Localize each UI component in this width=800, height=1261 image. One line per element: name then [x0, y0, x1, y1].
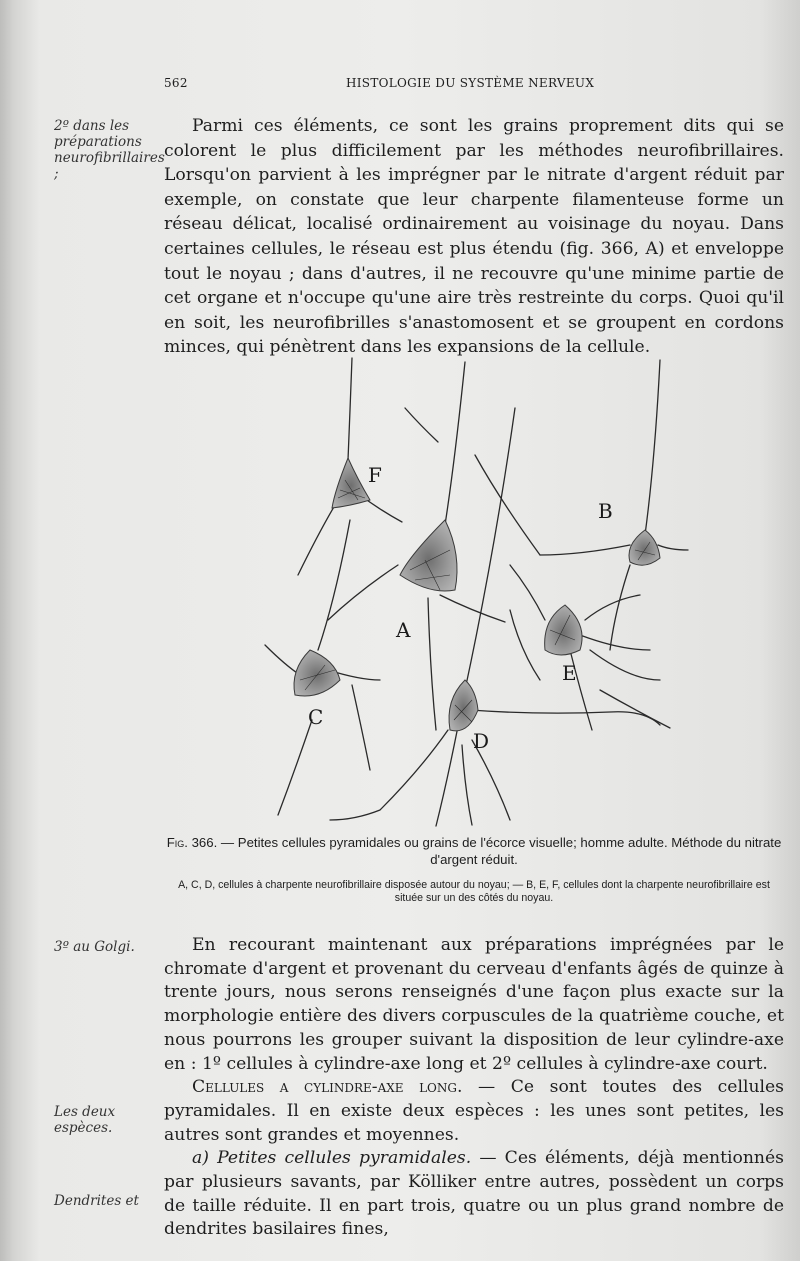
paragraph-neurofibrillary: [164, 114, 784, 360]
paragraph-text: Parmi ces éléments, ce sont les grains proprement dits qui se colorent le plus difficilement par les méthodes neurofibrillaires. Lorsqu'on parvient à les imprégner par le nitrate d'argent réduit par exemple, on constate que leur charpente filamenteuse forme un réseau délicat, localisé ordinairement au voisinage du noyau. Dans certaines cellules, le réseau est plus étendu (fig. 366, A) et enveloppe tout le noyau ; dans d'autres, il ne recouvre qu'une minime partie de cet organe et n'occupe qu'une aire très restreinte du corps. Quoi qu'il en soit, les neurofibrilles s'anastomosent et se groupent en cordons minces, qui pénètrent dans les expansions de la cellule.: [164, 116, 784, 358]
margin-note-two-species: Les deux espèces.: [54, 1104, 116, 1136]
margin-note-golgi: 3º au Golgi.: [54, 939, 135, 955]
paragraph-golgi: En recourant maintenant aux préparations imprégnées par le chromate d'argent et provenant du cerveau d'enfants âgés de quinze à trente jours, nous serons renseignés d'une façon plus exacte sur la morphologie entière des divers corpuscules de la quatrième couche, et nous pourrons les grouper suivant la disposition de leur cylindre-axe en : 1º cellules à cylindre-axe long et 2º cellules à cylindre-axe court.: [164, 935, 784, 1074]
figure-caption: [164, 834, 784, 868]
section-golgi: [164, 934, 784, 1242]
figure-366: [240, 350, 710, 828]
label-a: A: [396, 618, 411, 642]
caption-prefix: Fig. 366.: [166, 835, 218, 850]
page-number: 562: [164, 76, 188, 90]
margin-note-neurofibrillary: 2º dans les préparations neurofibrillaires ;: [54, 118, 165, 182]
neuron-drawing: [240, 350, 710, 828]
caption-text: — Petites cellules pyramidales ou grains de l'écorce visuelle; homme adulte. Méthode du nitrate d'argent réduit.: [217, 835, 782, 867]
label-c: C: [308, 705, 324, 729]
text-small-pyramidal: — Ces éléments, déjà mentionnés par plusieurs savants, par Kölliker entre autres, possèdent un corps de taille réduite. Il en part trois, quatre ou un plus grand nombre de dendrites basilaires fines,: [164, 1148, 784, 1240]
text-long-axon-cells: — Ce sont toutes des cellules pyramidales. Il en existe deux espèces : les unes sont petites, les autres sont grandes et moyennes.: [164, 1077, 784, 1145]
running-head: [164, 76, 724, 96]
paragraph-long-axon-cells: [164, 1076, 784, 1147]
heading-small-pyramidal: a) Petites cellules pyramidales.: [192, 1148, 472, 1169]
running-title: HISTOLOGIE DU SYSTÈME NERVEUX: [346, 76, 595, 90]
label-f: F: [368, 463, 382, 487]
margin-note-dendrites: Dendrites et: [54, 1193, 139, 1209]
label-d: D: [473, 729, 490, 753]
figure-legend: A, C, D, cellules à charpente neurofibrillaire disposée autour du noyau; — B, E, F, cellules dont la charpente neurofibrillaire est située sur un des côtés du noyau.: [178, 879, 770, 904]
heading-long-axon-cells: Cellules a cylindre-axe long.: [192, 1077, 463, 1098]
label-b: B: [598, 499, 613, 523]
label-e: E: [562, 661, 577, 685]
paragraph-small-pyramidal: [164, 1147, 784, 1242]
